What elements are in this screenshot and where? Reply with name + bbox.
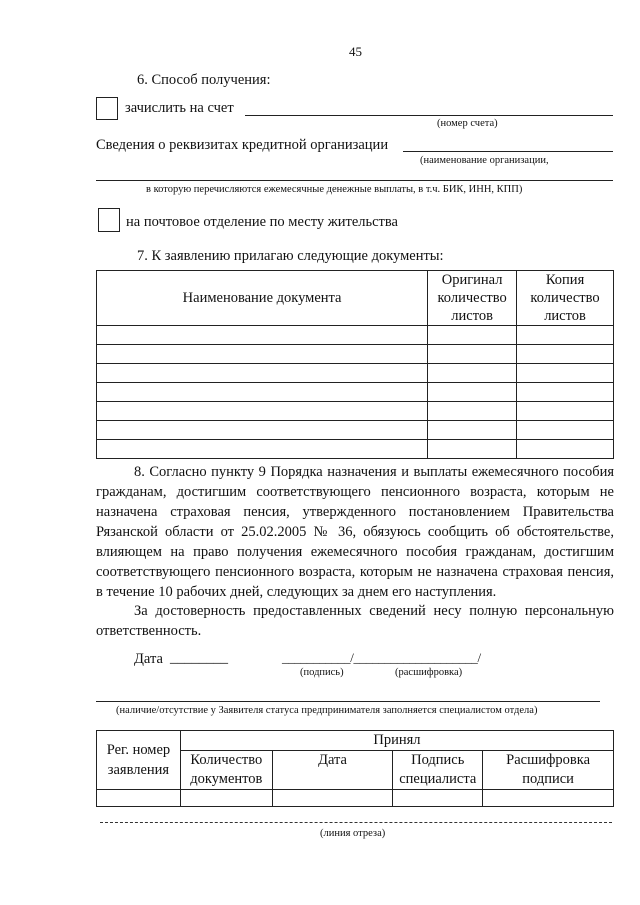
post-office-option-label: на почтовое отделение по месту жительства: [126, 214, 398, 230]
section8-text: 8. Согласно пункту 9 Порядка назначения и выплаты ежемесячного пособия гражданам, достигшим соответствующего пенсионного возраста, которым не назначена страховая пенсия, утвержденного постановлением Правительства Рязанской области от 25.02.2005 № 36, обязуюсь сообщить об обстоятельстве, влияющем на право получения ежемесячного пособия гражданам, достигшим соответствующего пенсионного возраста, которым не назначена страховая пенсия, в течение 10 рабочих дней, следующих за днем его наступления.: [96, 464, 614, 600]
doc-count-line1: Количество: [190, 752, 263, 768]
table-row: [97, 790, 614, 807]
doc-name-cell[interactable]: [97, 383, 428, 402]
doc-count-line2: документов: [190, 771, 263, 787]
original-cell[interactable]: [428, 345, 517, 364]
doc-count-cell[interactable]: [180, 790, 272, 807]
specialist-sign-header: [393, 751, 483, 790]
date-label: Дата: [134, 651, 163, 667]
doc-name-header: [97, 271, 428, 326]
account-checkbox[interactable]: [96, 97, 118, 120]
copy-cell[interactable]: [517, 345, 614, 364]
reg-number-cell[interactable]: [97, 790, 181, 807]
section8-paragraph: [96, 462, 614, 602]
section6-heading: 6. Способ получения:: [137, 72, 271, 88]
specialist-sign-line2: специалиста: [399, 771, 477, 787]
doc-name-cell[interactable]: [97, 440, 428, 459]
copy-cell[interactable]: [517, 326, 614, 345]
signature-caption: (подпись): [300, 667, 344, 678]
sign-decode-line1: Расшифровка: [506, 752, 591, 768]
org-details-caption: в которую перечисляются ежемесячные денежные выплаты, в т.ч. БИК, ИНН, КПП): [146, 184, 523, 195]
responsibility-text: За достоверность предоставленных сведений несу полную персональную ответственность.: [96, 603, 614, 639]
org-name-caption: (наименование организации,: [420, 155, 549, 166]
copy-header-line2: количество: [530, 290, 600, 306]
copy-cell[interactable]: [517, 440, 614, 459]
copy-cell[interactable]: [517, 364, 614, 383]
table-row: [97, 345, 614, 364]
entrepreneur-status-caption: (наличие/отсутствие у Заявителя статуса предпринимателя заполняется специалистом отдела): [116, 705, 538, 716]
table-row: [97, 440, 614, 459]
table-row: [97, 402, 614, 421]
signature-decode-caption: (расшифровка): [395, 667, 463, 678]
account-option-label: зачислить на счет: [125, 100, 234, 116]
page-number: 45: [349, 44, 362, 59]
copy-cell[interactable]: [517, 421, 614, 440]
account-number-line[interactable]: [245, 115, 613, 116]
cut-line-caption: (линия отреза): [320, 828, 386, 839]
copy-cell[interactable]: [517, 402, 614, 421]
doc-name-cell[interactable]: [97, 402, 428, 421]
copy-cell[interactable]: [517, 383, 614, 402]
original-cell[interactable]: [428, 326, 517, 345]
doc-name-header-text: Наименование документа: [182, 289, 342, 306]
copy-header-line1: Копия: [545, 272, 585, 288]
doc-name-cell[interactable]: [97, 345, 428, 364]
accepted-header: [180, 731, 613, 751]
documents-table: [96, 270, 614, 459]
doc-name-cell[interactable]: [97, 421, 428, 440]
date-header-text: Дата: [318, 752, 347, 768]
original-cell[interactable]: [428, 421, 517, 440]
specialist-sign-cell[interactable]: [393, 790, 483, 807]
date-header: [272, 751, 393, 790]
copy-header: [517, 271, 614, 326]
original-header-line2: количество: [437, 290, 507, 306]
reg-number-line1: Рег. номер: [106, 742, 171, 758]
table-row: [97, 383, 614, 402]
receipt-table: [96, 730, 614, 807]
responsibility-paragraph: [96, 601, 614, 641]
original-header: [428, 271, 517, 326]
specialist-sign-line1: Подпись: [411, 752, 465, 768]
reg-number-header: [97, 731, 181, 790]
doc-name-cell[interactable]: [97, 364, 428, 383]
table-row: [97, 326, 614, 345]
original-header-line3: листов: [451, 308, 493, 324]
account-number-caption: (номер счета): [437, 118, 498, 129]
org-details-line[interactable]: [96, 180, 613, 181]
entrepreneur-status-line[interactable]: [96, 701, 600, 702]
copy-header-line3: листов: [544, 308, 586, 324]
reg-number-line2: заявления: [107, 762, 170, 778]
sign-decode-line2: подписи: [522, 771, 574, 787]
section7-heading: 7. К заявлению прилагаю следующие документы:: [137, 248, 444, 264]
table-row: [97, 421, 614, 440]
sign-decode-header: [483, 751, 614, 790]
original-cell[interactable]: [428, 364, 517, 383]
date-field[interactable]: ________: [170, 650, 228, 666]
bank-details-line[interactable]: [403, 151, 613, 152]
date-cell[interactable]: [272, 790, 393, 807]
accepted-header-text: Принял: [373, 732, 421, 748]
post-office-checkbox[interactable]: [98, 208, 120, 232]
original-cell[interactable]: [428, 383, 517, 402]
original-cell[interactable]: [428, 440, 517, 459]
table-row: [97, 364, 614, 383]
original-header-line1: Оригинал: [441, 272, 503, 288]
bank-details-label: Сведения о реквизитах кредитной организации: [96, 137, 389, 153]
doc-name-cell[interactable]: [97, 326, 428, 345]
sign-decode-cell[interactable]: [483, 790, 614, 807]
cut-line: [100, 822, 612, 823]
original-cell[interactable]: [428, 402, 517, 421]
doc-count-header: [180, 751, 272, 790]
signature-line[interactable]: ___________/____________________/: [282, 650, 481, 665]
